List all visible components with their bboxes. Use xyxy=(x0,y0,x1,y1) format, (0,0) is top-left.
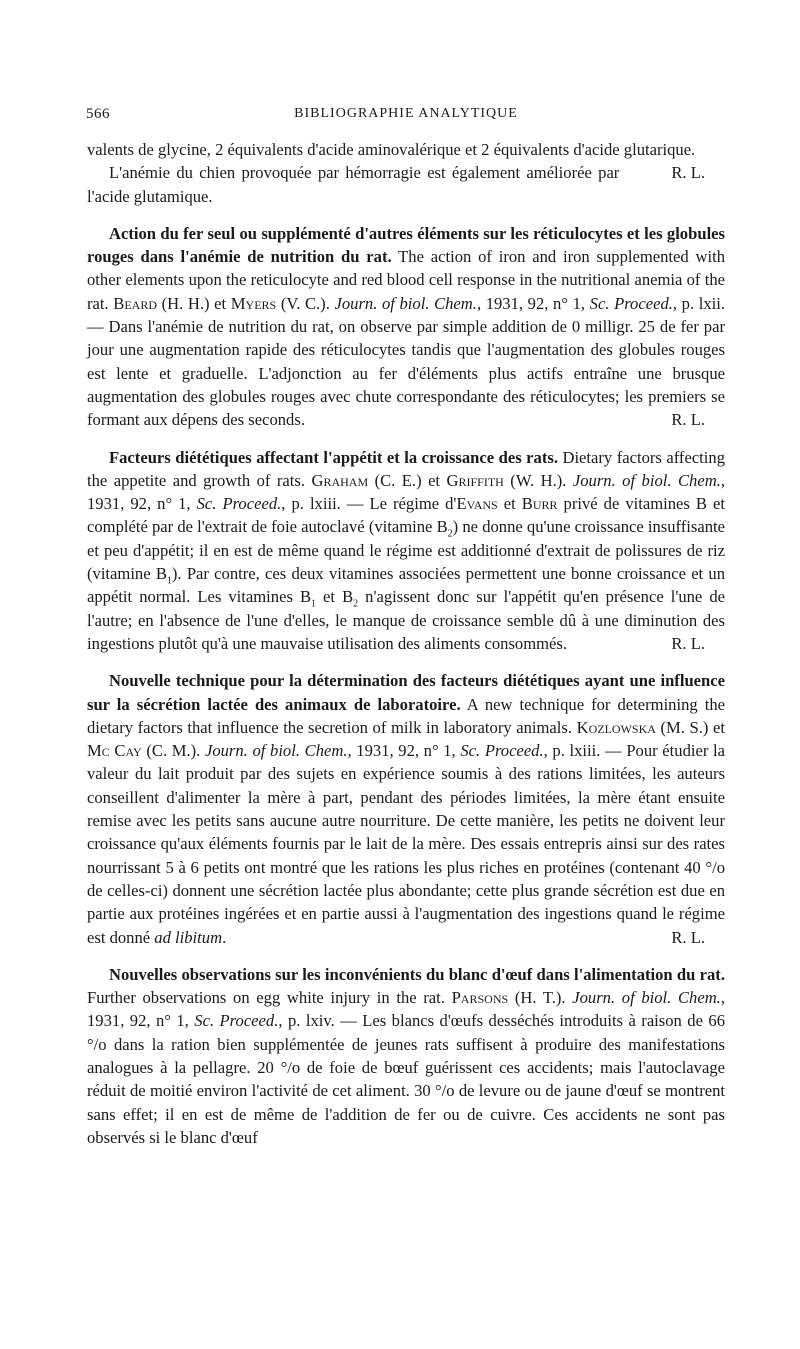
author: Griffith xyxy=(446,470,504,490)
paragraph-continuation: valents de glycine, 2 équivalents d'acide aminovalérique et 2 équivalents d'acide glutarique. xyxy=(87,140,696,159)
running-header xyxy=(86,106,726,130)
signature: R. L. xyxy=(671,410,705,430)
author: Beard xyxy=(113,293,158,313)
running-title: BIBLIOGRAPHIE ANALYTIQUE xyxy=(294,106,518,121)
author: Myers xyxy=(230,293,277,313)
entry-title: Nouvelles observations sur les inconvénients du blanc d'œuf dans l'alimentation du rat. xyxy=(109,964,725,984)
journal-name: Journ. of biol. Chem. xyxy=(204,741,348,761)
author: Kozlowska xyxy=(576,717,656,737)
entry-egg-white: Nouvelles observations sur les inconvénients du blanc d'œuf dans l'alimentation du rat. Further observations on egg white injury in the rat. Parsons (H. T.). Journ. of biol. Chem., 1931, 92, n° 1, Sc. Proceed., p. lxiv. — Les blancs d'œufs desséchés introduits à raison de 66 °/o dans la ration bien supplémentée de jeunes rats suffisent à produire des manifestations analogues à la pellagre. 20 °/o de foie de bœuf guérissent ces accidents; mais l'autoclavage réduit de moitié environ l'activité de cet aliment. 30 °/o de levure ou de jaune d'œuf se montrent sans effet; il en est de même de l'addition de fer ou de cuivre. Ces accidents ne sont pas observés si le blanc d'œuf xyxy=(87,964,726,1147)
journal-name: Journ. of biol. Chem. xyxy=(572,988,721,1008)
author: Parsons xyxy=(451,988,509,1008)
signature: R. L. xyxy=(671,927,705,947)
entry-title: Facteurs diététiques affectant l'appétit et la croissance des rats. xyxy=(109,447,558,467)
signature: R. L. xyxy=(671,163,705,183)
article-body xyxy=(87,138,725,1149)
entry-iron-anemia: Action du fer seul ou supplémenté d'autres éléments sur les réticulocytes et les globules rouges dans l'anémie de nutrition du rat. The action of iron and iron supplemented with other elements upon the reticulocyte and red blood cell response in the nutritional anemia of the rat. Beard (H. H.) et Myers (V. C.). Journ. of biol. Chem., 1931, 92, n° 1, Sc. Proceed., p. lxii. — Dans l'anémie de nutrition du rat, on observe par simple addition de 0 milligr. 25 de fer par jour une augmentation rapide des réticulocytes tandis que l'augmentation des globules rouges est lente et graduelle. L'adjonction au fer d'éléments plus actifs entraîne une brusque augmentation des globules rouges avec chute correspondante des réticulocytes; les premiers se formant aux dépens des seconds. R. L. xyxy=(87,222,725,432)
paragraph: R. L. L'anémie du chien provoquée par hémorragie est également améliorée par l'acide glutamique. xyxy=(87,163,705,206)
entry-title: Nouvelle technique pour la détermination des facteurs diététiques ayant une influence sur la sécrétion lactée des animaux de laboratoire. xyxy=(87,671,725,714)
signature: R. L. xyxy=(671,633,705,653)
page-number: 566 xyxy=(86,106,110,122)
entry-title: Action du fer seul ou supplémenté d'autres éléments sur les réticulocytes et les globules rouges dans l'anémie de nutrition du rat. xyxy=(87,223,725,267)
entry-dietary-factors: Facteurs diététiques affectant l'appétit et la croissance des rats. Dietary factors affecting the appetite and growth of rats. Graham (C. E.) et Griffith (W. H.). Journ. of biol. Chem., 1931, 92, n° 1, Sc. Proceed., p. lxiii. — Le régime d'Evans et Burr privé de vitamines B et complété par de l'extrait de foie autoclavé (vitamine $B_2$) ne donne qu'une croissance insuffisante et peu d'appétit; il en est de même quand le régime est additionné d'extrait de polissures de riz (vitamine $B_1$). Par contre, ces deux vitamines associées permettent une bonne croissance et un appétit normal. Les vitamines $B_1$ et $B_2$ n'agissent donc sur l'appétit qu'en présence l'une de l'autre; en l'absence de l'une d'elles, le manque de croissance semble dû à une diminution des ingestions plutôt qu'à une mauvaise utilisation des aliments consommés. R. L. xyxy=(87,446,725,656)
journal-name: Journ. of biol. Chem. xyxy=(334,293,477,313)
journal-name: Journ. of biol. Chem. xyxy=(572,470,721,490)
entry-lactation-technique: Nouvelle technique pour la détermination des facteurs diététiques ayant une influence sur la sécrétion lactée des animaux de laboratoire. A new technique for determining the dietary factors that influence the secretion of milk in laboratory animals. Kozlowska (M. S.) et Mc Cay (C. M.). Journ. of biol. Chem., 1931, 92, n° 1, Sc. Proceed., p. lxiii. — Pour étudier la valeur du lait produit par des sujets en expérience soumis à des rations limitées, les auteurs conseillent d'alimenter la mère à part, pendant des périodes limitées, la mère étant ensuite remise avec les petits sans aucune autre nourriture. De cette manière, les petits ne doivent leur croissance qu'aux éléments fournis par le lait de la mère. Des essais entrepris ainsi sur des rates nourrissant 5 à 6 petits ont montré que les rations les plus riches en protéines (contenant 40 °/o de celles-ci) donnent une sécrétion lactée plus abondante; cette plus grande sécrétion est due en partie aux protéines ingérées et en partie aussi à l'augmentation des ingestions quand le régime est donné ad libitum. R. L. xyxy=(87,669,725,949)
author: Mc Cay xyxy=(87,741,142,761)
author: Graham xyxy=(311,470,369,490)
